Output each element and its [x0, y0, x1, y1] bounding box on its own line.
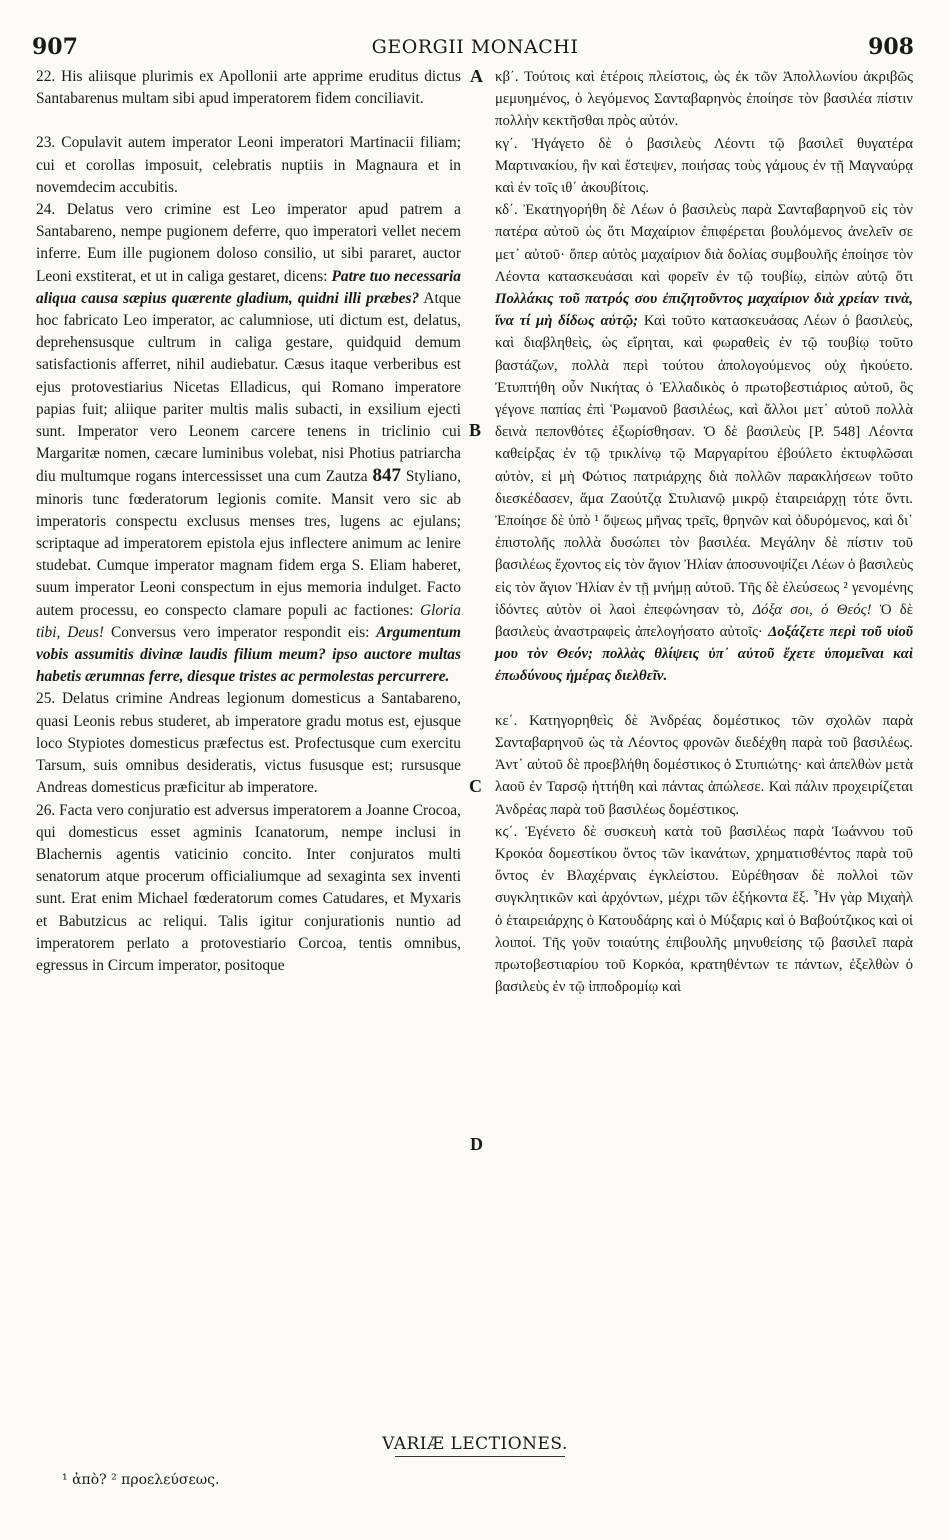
greek-paragraph-24-text-c: Ὁ δὲ βασιλεὺς ἀναστραφεὶς ἀπελογήσατο αὐτοῖς·	[495, 601, 913, 641]
running-header	[0, 34, 950, 62]
latin-column	[36, 66, 461, 977]
latin-paragraph-23: 23. Copulavit autem imperator Leoni imperatori Martinacii filiam; cui et corollas imposuit, celebratis nuptiis in Magnaura et in novemdecim accubitis.	[36, 134, 461, 196]
page-number-left: 907	[32, 34, 78, 60]
greek-paragraph-22: κβ΄. Τούτοις καὶ ἑτέροις πλείστοις, ὡς ἐκ τῶν Ἀπολλωνίου ἀκριβῶς μεμυημένος, ὁ λεγόμενος Σανταβαρηνὸς ἐποίησε τὸν βασιλέα πίστιν πολλὴν κεκτῆσθαι πρὸς αὐτόν.	[495, 69, 913, 130]
greek-column	[495, 66, 913, 998]
margin-letter-d: D	[470, 1134, 483, 1154]
latin-quote-argumentum: Argumentum vobis assumitis divinæ laudis filium meum? ipso auctore multas habetis ærumnas ferre, diesque tristes ac permolestas percurrere.	[36, 623, 461, 686]
running-title: GEORGII MONACHI	[371, 36, 579, 58]
latin-paragraph-22: 22. His aliisque plurimis ex Apollonii arte apprime eruditus dictus Santabarenus multam sibi apud imperatorem fidem conciliavit.	[36, 68, 461, 108]
margin-letter-a: A	[470, 66, 483, 86]
greek-paragraph-25: κε΄. Κατηγορηθεὶς δὲ Ἀνδρέας δομέστικος τῶν σχολῶν παρὰ Σανταβαρηνοῦ ὡς τὰ Λέοντος φρονῶν διεδέχθη παρὰ τοῦ βασιλέως. Ἀντ᾽ αὐτοῦ δὲ προεβλήθη δομέστικος ὁ Στυπιώτης· καὶ ἀπελθὼν μετὰ λαοῦ ἐν Ταρσῷ ἡττήθη καὶ πάντας ἀπώλεσε. Καὶ πάλιν προχειρίζεται Ἀνδρέας παρὰ τοῦ βασιλέως δομέστικος.	[495, 712, 913, 818]
latin-paragraph-24-text-d: Conversus vero imperator respondit eis:	[110, 623, 370, 641]
latin-paragraph-26: 26. Facta vero conjuratio est adversus imperatorem a Joanne Crocoa, qui domesticus esset agminis Icanatorum, nempe inclusi in Blachernis agentis vaticinio concito. Inter conjuratos multi senatorum atque procerum officialiumque ad sexaginta sex inventi sunt. Erat enim Michael fœderatorum comes Catudares, et Myxaris et Babutzicus ac reliqui. Talis igitur conjurationis nuntio ad imperatorem perlato a protovestiario Corcoa, tentis omnibus, egressus in Circum imperator, positoque	[36, 801, 461, 974]
greek-paragraph-24	[495, 199, 913, 687]
latin-quote-gloria: Gloria tibi, Deus!	[36, 601, 461, 641]
variae-lectiones-heading: VARIÆ LECTIONES.	[382, 1434, 568, 1454]
latin-paragraph-24-text-b: Atque hoc fabricato Leo imperator, ac calumniose, uti dictum est, delatus, deprehensusque cultrum in caliga gestare, quidquid demum satisfactionis afferret, nihil audiebatur. Cæsus itaque verberibus est ejus protovestiarius Nicetas Elladicus, qui Romano imperatore papias fuit; aliique pariter multis malis subacti, in exsilium ejecti sunt. Imperator vero Leonem carcere tenens in triclinio cui Margaritæ nomen, cæcare luminibus volebat, nisi Photius patriarcha diu multumque rogans intercessisset una cum Zautza	[36, 289, 462, 486]
greek-quote-doxazete: Δοξάζετε περὶ τοῦ υἱοῦ μου τὸν Θεόν; πολλὰς θλίψεις ὑπ᾽ αὐτοῦ ἔχετε ὑπομεῖναι καὶ ἐπωδύνους ἡμέρας διελθεῖν.	[495, 624, 914, 685]
latin-paragraph-24	[36, 199, 461, 688]
page-number-right: 908	[868, 34, 914, 60]
edition-page-number: 847	[372, 465, 401, 487]
latin-paragraph-24-text-c: Styliano, minoris tunc fœderatorum legionis comite. Mansit vero sic ab imperatoris conspectu exclusus menses tres, lugens ac ejulans; scriptaque ad imperatorem epistola ejus inflectere animum ac lenire studebat. Cumque imperator magnam fidem erga S. Eliam haberet, suum imperator Leoni conspectum in ejus memoria indulget. Facto autem processu, eo conspecto clamare populi ac factiones:	[36, 468, 461, 619]
footer-divider	[395, 1456, 565, 1457]
latin-paragraph-25: 25. Delatus crimine Andreas legionum domesticus a Santabareno, quasi Leonis rebus studeret, ab imperatore gradu motus est, ejusque loco Stypiotes domesticus præfectus est. Profectusque cum exercitu Tarsum, suis omnibus desideratis, victus fususque est; rursusque Andreas domesticus præficitur ab imperatore.	[36, 690, 461, 797]
greek-quote-doxa: Δόξα σοι, ὁ Θεός!	[752, 601, 872, 618]
latin-quote-santabarenus: Patre tuo necessaria aliqua causa sæpius quærente gladium, quidni illi præbes?	[36, 267, 461, 307]
greek-paragraph-23: κγ΄. Ἠγάγετο δὲ ὁ βασιλεὺς Λέοντι τῷ βασιλεῖ θυγατέρα Μαρτινακίου, ἣν καὶ ἔστεψεν, ποιήσας τοὺς γάμους ἐν τῇ Μαγναύρᾳ καὶ ἐν τοῖς ιθ΄ ἀκουβίτοις.	[495, 135, 913, 197]
margin-letter-c: C	[469, 776, 482, 796]
greek-paragraph-24-text-a: κδ΄. Ἐκατηγορήθη δὲ Λέων ὁ βασιλεὺς παρὰ Σανταβαρηνοῦ εἰς τὸν πατέρα αὐτοῦ ὡς ὅτι Μαχαίριον ἐπιφέρεται βουλόμενος ἀνελεῖν σε μετ᾽ αὐτοῦ· ὅπερ αὐτὸς μαχαίριον διὰ δολίας συμβουλῆς ἐποίησε τὸν Λέοντα κατασκευάσαι καὶ φορεῖν ἐν τῷ τουβίῳ, εἰπὼν αὐτῷ ὅτι	[495, 202, 913, 285]
greek-quote-santabarenus: Πολλάκις τοῦ πατρός σου ἐπιζητοῦντος μαχαίριον διὰ χρείαν τινὰ, ἵνα τί μὴ δίδως αὐτῷ;	[495, 291, 913, 330]
greek-paragraph-24-text-b: Καὶ τοῦτο κατασκευάσας Λέων ὁ βασιλεὺς, καὶ διαβληθεὶς, ὡς εἴρηται, καὶ φωραθεὶς ἐν τῷ τουβίῳ τοῦτο βαστάζων, πολλὰ περὶ τούτου ἀπολογούμενος οὐχ ἠκούετο. Ἐτυπτήθη οὖν Νικήτας ὁ Ἑλλαδικὸς ὁ πρωτοβεστιάριος αὐτοῦ, ὃς γέγονε παπίας ἐπὶ Ῥωμανοῦ βασιλέως, καὶ ἄλλοι μετ᾽ αὐτοῦ πολλὰ δεινὰ πεπονθότες ἐξωρίσθησαν. Ὁ δὲ βασιλεὺς [P. 548] Λέοντα καθείρξας ἐν τῷ τρικλίνῳ τῷ Μαργαρίτου ἐβούλετο ἐκτυφλῶσαι αὐτὸν, εἰ μὴ Φώτιος πατριάρχης διὰ πολλῶν παρακλήσεων τοῦτο διεσκέδασεν, ἅμα Ζαούτζᾳ Στυλιανῷ μικρῷ ἑταιρειάρχῃ τότε ὄντι. Ἐποίησε δὲ ὑπὸ ¹ ὄψεως μῆνας τρεῖς, θρηνῶν καὶ ὀδυρόμενος, καὶ δι᾽ ἐπιστολῆς πολλὰ δυσώπει τὸν βασιλέα. Μεγάλην δὲ πίστιν τοῦ βασιλέως ἔχοντος εἰς τὸν ἅγιον Ἠλίαν ἀποσυνοψίζει Λέων ὁ βασιλεὺς εἰς τὸν ἅγιον Ἠλίαν ἐν τῇ μνήμῃ αὐτοῦ. Τῆς δὲ ἐλεύσεως ² γενομένης ἰδόντες αὐτὸν οἱ λαοὶ ἐπεφώνησαν τὸ,	[495, 313, 913, 618]
margin-letter-b: B	[469, 420, 482, 440]
variant-readings: ¹ ἀπὸ? ² προελεύσεως.	[62, 1472, 220, 1488]
latin-paragraph-24-text-a: 24. Delatus vero crimine est Leo imperator apud patrem a Santabareno, nempe pugionem deferre, quo imperatori vellet necem inferre. Eum ille pugionem doloso consilio, ut sibi pararet, auctor Leoni exstiterat, et ut in caliga gestaret, dicens:	[36, 201, 461, 285]
greek-paragraph-26: κϛ΄. Ἐγένετο δὲ συσκευὴ κατὰ τοῦ βασιλέως παρὰ Ἰωάννου τοῦ Κροκόα δομεστίκου ὄντος τῶν ἱκανάτων, χρηματισθέντος παρὰ τοῦ ὄντος ἐν Βλαχέρναις ἐγκλείστου. Εὑρέθησαν δὲ πολλοὶ τῶν συγκλητικῶν καὶ ἀρχόντων, μέχρι τῶν ἑξήκοντα ἕξ. Ἦν γὰρ Μιχαὴλ ὁ ἑταιρειάρχης ὁ Κατουδάρης καὶ ὁ Μύξαρις καὶ ὁ Βαβούτζικος καὶ οἱ λοιποί. Τῆς γοῦν τοιαύτης ἐπιβουλῆς μηνυθείσης τῷ βασιλεῖ παρὰ πρωτοβεστιαρίου τοῦ Κορκόα, κρατηθέντων τε πάντων, ἐξελθὼν ὁ βασιλεὺς ἐν τῷ ἱπποδρομίῳ καὶ	[495, 823, 913, 996]
